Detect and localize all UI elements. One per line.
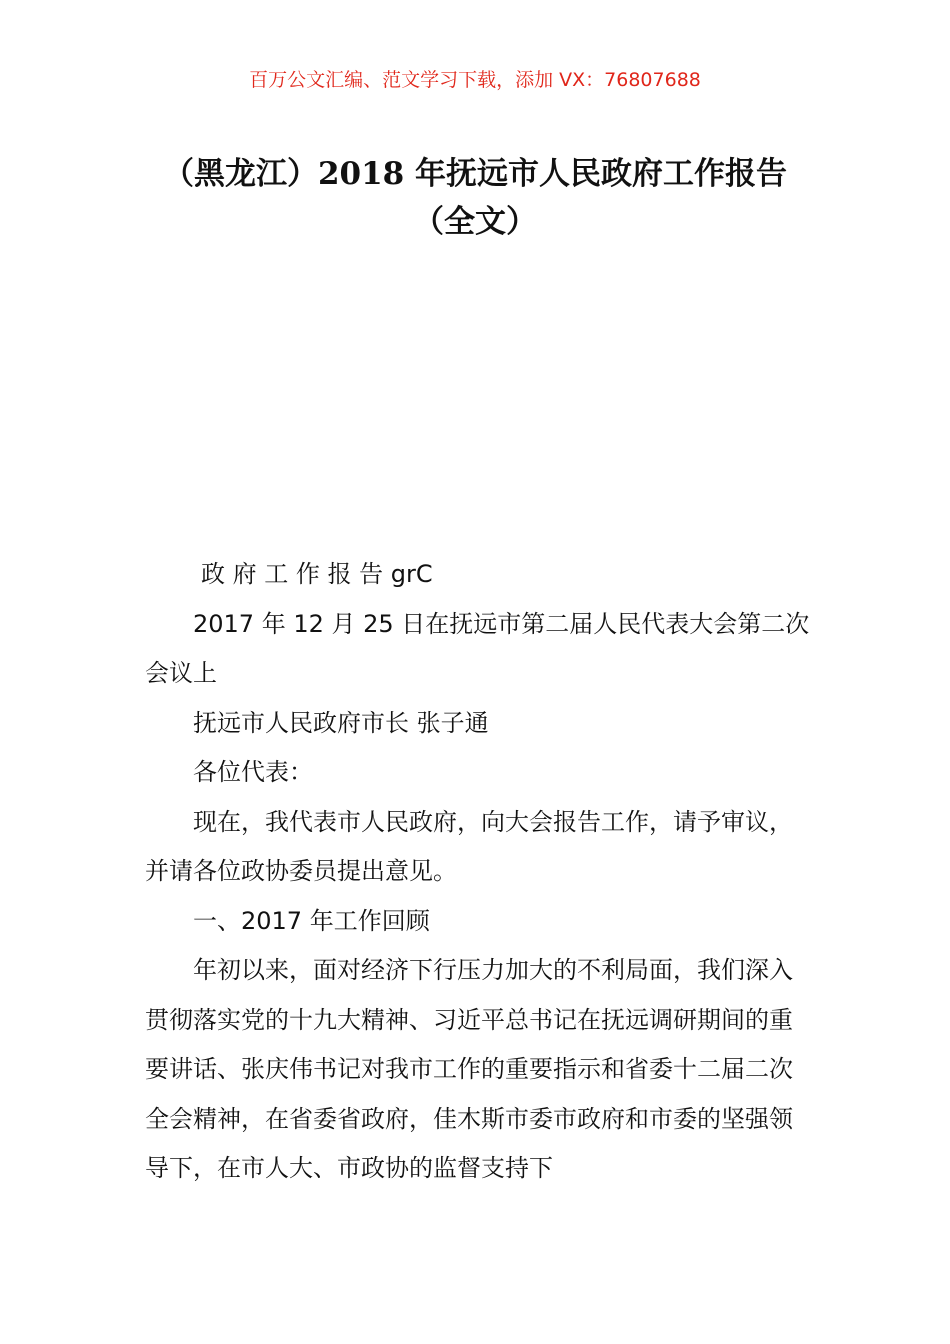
salutation-paragraph: 各位代表： [193,758,313,786]
subtitle-paragraph: 政 府 工 作 报 告 grC [201,560,433,588]
document-title: （黑龙江）2018 年抚远市人民政府工作报告（全文） [162,156,788,240]
section-heading: 一、2017 年工作回顾 [193,906,430,935]
header-note: 百万公文汇编、范文学习下载，添加 VX：76807688 [249,69,701,91]
meeting-info-paragraph: 2017 年 12 月 25 日在抚远市第二届人民代表大会第二次会议上 [145,609,810,687]
speaker-paragraph: 抚远市人民政府市长 张子通 [193,708,489,737]
intro-paragraph: 现在，我代表市人民政府，向大会报告工作，请予审议，并请各位政协委员提出意见。 [145,807,793,885]
document-body [145,550,810,1194]
body-paragraph: 年初以来，面对经济下行压力加大的不利局面，我们深入贯彻落实党的十九大精神、习近平总书记在抚远调研期间的重要讲话、张庆伟书记对我市工作的重要指示和省委十二届二次全会精神，在省委省政府，佳木斯市委市政府和市委的坚强领导下，在市人大、市政协的监督支持下 [145,956,793,1182]
